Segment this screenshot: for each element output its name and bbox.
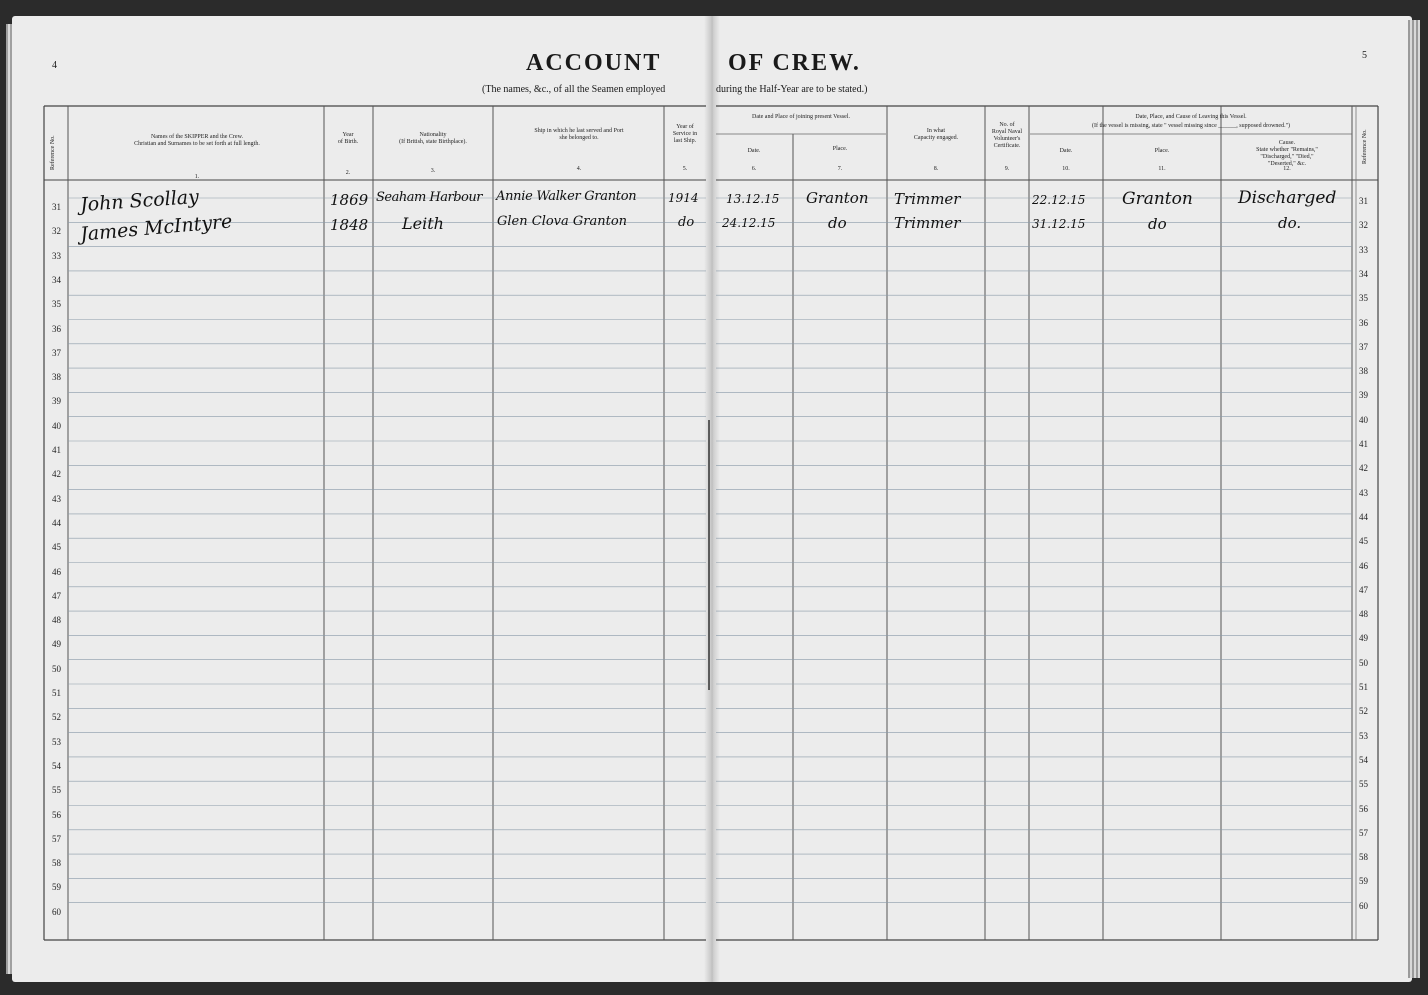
column-number: 8. [933,166,939,172]
header-join-date: Date. [747,148,761,154]
reference-number: 31 [52,202,61,212]
entry-leave-date: 22.12.15 [1032,193,1086,207]
page-title-left: ACCOUNT [526,50,662,76]
reference-number: 34 [1359,268,1368,279]
header-leave-place: Place. [1154,148,1170,154]
reference-number: 31 [1359,196,1368,206]
reference-number: 50 [1359,657,1368,668]
entry-year-service: 1914 [668,191,699,205]
subtitle-left: (The names, &c., of all the Seamen employed [482,84,666,95]
header-year-service: Year of Service in last Ship. [672,124,698,144]
entry-cause: do. [1278,214,1302,232]
column-number: 1. [194,174,200,180]
reference-number: 54 [1359,754,1368,765]
header-leaving-note: (If the vessel is missing, state " vessel missing since ______, supposed drowned.") [1091,123,1291,129]
header-rnv: No. of Royal Naval Volunteer's Certificate. [991,122,1023,149]
header-names: Names of the SKIPPER and the Crew. Christian and Surnames to be set forth at full length. [134,134,260,147]
column-number: 2. [345,170,351,176]
reference-number: 55 [52,785,61,796]
entry-nationality: Seaham Harbour [376,190,482,205]
reference-number: 36 [1359,317,1368,328]
reference-number: 41 [1359,439,1368,449]
reference-number: 58 [52,858,61,869]
entry-capacity: Trimmer [894,214,961,232]
header-leaving-group: Date, Place, and Cause of Leaving this Vessel. [1135,114,1247,120]
header-joining-group: Date and Place of joining present Vessel. [751,114,851,120]
entry-ship-last: Annie Walker Granton [496,189,637,204]
reference-number: 35 [52,299,61,310]
column-number: 3. [430,168,436,174]
reference-number: 44 [52,517,61,528]
reference-number: 40 [1359,414,1368,425]
header-leave-date: Date. [1059,148,1073,154]
header-cause: Cause. State whether "Remains," "Discharged," "Died," "Deserted," &c. [1256,140,1318,167]
column-number: 5. [682,166,688,172]
entry-leave-place: do [1148,215,1167,233]
entry-year-birth: 1869 [330,191,369,209]
reference-number: 40 [52,420,61,431]
reference-number: 51 [1359,682,1368,692]
reference-number: 37 [1359,341,1368,352]
reference-number: 42 [1359,463,1368,474]
entry-cause: Discharged [1238,188,1337,208]
reference-number: 39 [52,396,61,407]
entry-name: John Scollay [79,185,200,217]
entry-join-date: 24.12.15 [722,216,776,230]
reference-number: 46 [52,566,61,577]
reference-number: 52 [52,712,61,723]
reference-number: 51 [52,688,61,698]
entry-leave-date: 31.12.15 [1032,217,1086,231]
header-year-birth: Year of Birth. [337,132,359,145]
reference-number: 36 [52,323,61,334]
column-number: 10. [1062,166,1070,172]
column-number: 7. [837,166,843,172]
reference-number: 56 [52,809,61,820]
reference-number: 49 [1359,633,1368,644]
header-ref-right: Reference No. [1362,129,1368,164]
reference-number: 43 [52,493,61,504]
reference-number: 55 [1359,779,1368,790]
page-title-right: OF CREW. [728,50,861,76]
reference-number: 37 [52,347,61,358]
entry-capacity: Trimmer [894,190,961,208]
reference-number: 48 [1359,609,1368,620]
reference-number: 47 [1359,584,1368,595]
header-capacity: In what Capacity engaged. [913,128,959,141]
reference-number: 38 [1359,366,1368,377]
entry-ship-last: Glen Clova Granton [497,214,628,229]
reference-number: 59 [1359,876,1368,887]
header-ship-last: Ship in which he last served and Port she belonged to. [534,128,624,141]
entry-join-date: 13.12.15 [726,192,780,206]
entry-join-place: do [828,214,847,232]
reference-number: 32 [52,226,61,237]
entry-nationality: Leith [402,214,444,233]
reference-number: 52 [1359,706,1368,717]
reference-number: 60 [1359,900,1368,911]
column-number: 12. [1283,166,1291,172]
reference-number: 58 [1359,852,1368,863]
reference-number: 57 [1359,827,1368,838]
reference-number: 57 [52,833,61,844]
column-number: 4. [576,166,582,172]
header-ref-left: Reference No. [50,135,56,170]
reference-number: 47 [52,590,61,601]
page-number-right: 5 [1362,50,1367,61]
reference-number: 46 [1359,560,1368,571]
subtitle-right: during the Half-Year are to be stated.) [716,84,868,95]
reference-number: 38 [52,372,61,383]
reference-number: 53 [52,736,61,747]
entry-name: James McIntyre [79,210,234,246]
reference-number: 39 [1359,390,1368,401]
entry-leave-place: Granton [1122,189,1193,209]
reference-number: 32 [1359,220,1368,231]
header-join-place: Place. [832,146,848,152]
reference-number: 41 [52,445,61,455]
entry-join-place: Granton [806,189,869,207]
reference-number: 43 [1359,487,1368,498]
reference-number: 60 [52,906,61,917]
reference-number: 34 [52,274,61,285]
reference-number: 44 [1359,511,1368,522]
column-number: 9. [1004,166,1010,172]
column-number: 6. [751,166,757,172]
reference-number: 56 [1359,803,1368,814]
reference-number: 50 [52,663,61,674]
reference-number: 45 [52,542,61,553]
column-number: 11. [1158,166,1166,172]
entry-year-birth: 1848 [330,216,369,234]
header-nationality: Nationality (If British, state Birthplace). [399,132,467,145]
reference-number: 59 [52,882,61,893]
reference-number: 54 [52,760,61,771]
reference-number: 49 [52,639,61,650]
reference-number: 35 [1359,293,1368,304]
reference-number: 53 [1359,730,1368,741]
reference-number: 33 [1359,244,1368,255]
reference-number: 48 [52,615,61,626]
reference-number: 45 [1359,536,1368,547]
page-number-left: 4 [52,60,57,71]
reference-number: 42 [52,469,61,480]
entry-year-service: do [678,215,695,230]
reference-number: 33 [52,250,61,261]
